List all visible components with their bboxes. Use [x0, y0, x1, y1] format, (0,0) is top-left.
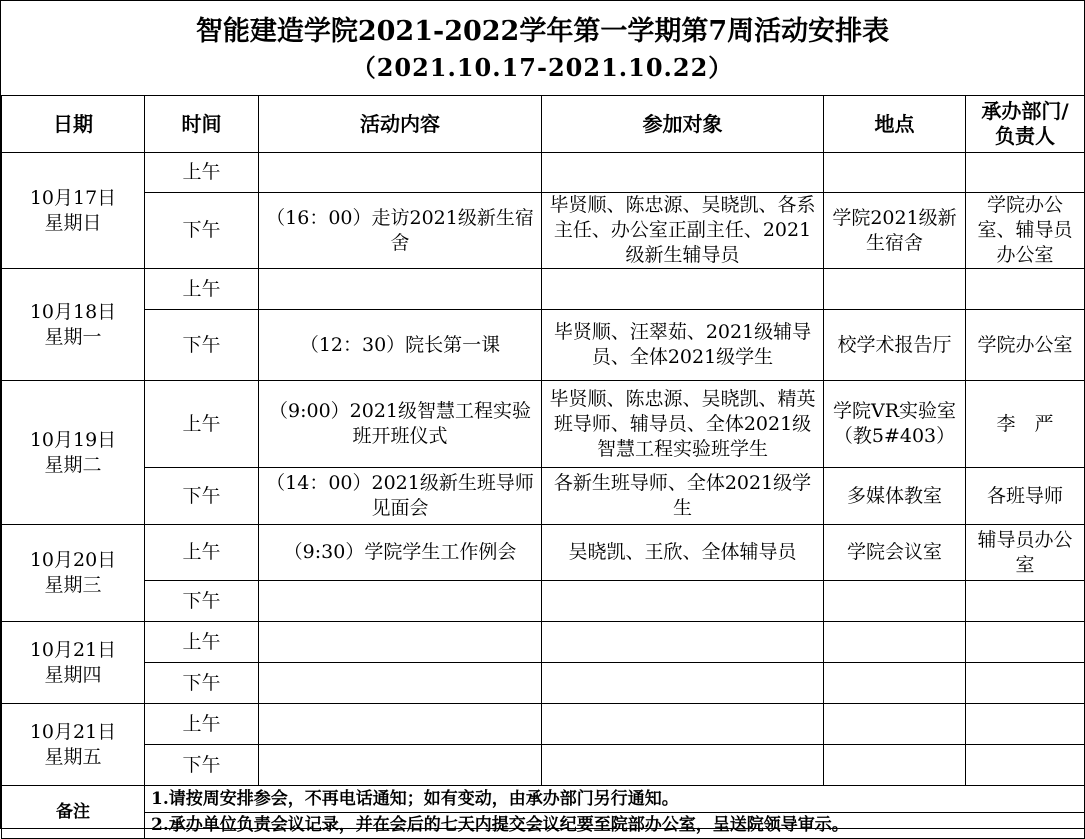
time-cell: 下午	[145, 310, 259, 381]
header-row	[2, 96, 1085, 153]
header-dept-line2: 负责人	[995, 124, 1055, 148]
participants-cell	[542, 622, 824, 663]
date-cell	[2, 269, 145, 381]
table-row	[2, 310, 1085, 381]
dept-cell: 辅导员办公室	[966, 525, 1085, 581]
location-cell	[824, 269, 966, 310]
table-row	[2, 622, 1085, 663]
title-main: 智能建造学院2021-2022学年第一学期第7周活动安排表	[195, 16, 890, 47]
dept-cell	[966, 622, 1085, 663]
participants-cell: 毕贤顺、汪翠茹、2021级辅导员、全体2021级学生	[542, 310, 824, 381]
table-row	[2, 663, 1085, 704]
time-cell: 上午	[145, 269, 259, 310]
location-cell	[824, 581, 966, 622]
date-text: 10月21日	[29, 638, 117, 661]
header-time: 时间	[145, 96, 259, 153]
content-cell	[259, 581, 542, 622]
dept-cell: 学院办公室	[966, 310, 1085, 381]
participants-cell	[542, 745, 824, 786]
notes-row	[2, 813, 1085, 839]
participants-cell	[542, 153, 824, 193]
notes-label: 备注	[2, 786, 145, 839]
participants-cell	[542, 581, 824, 622]
location-cell: 校学术报告厅	[824, 310, 966, 381]
table-row	[2, 745, 1085, 786]
location-cell	[824, 663, 966, 704]
dept-cell	[966, 269, 1085, 310]
participants-cell	[542, 663, 824, 704]
weekday-text: 星期一	[44, 325, 102, 348]
location-cell: 学院会议室	[824, 525, 966, 581]
header-dept-line1: 承办部门/	[981, 99, 1069, 123]
participants-cell: 各新生班导师、全体2021级学生	[542, 468, 824, 525]
weekday-text: 星期二	[44, 453, 102, 476]
table-row	[2, 704, 1085, 745]
date-cell	[2, 525, 145, 622]
dept-cell	[966, 704, 1085, 745]
dept-cell	[966, 153, 1085, 193]
content-cell: （14：00）2021级新生班导师见面会	[259, 468, 542, 525]
table-row	[2, 269, 1085, 310]
time-cell: 上午	[145, 622, 259, 663]
location-cell	[824, 745, 966, 786]
dept-cell: 学院办公室、辅导员办公室	[966, 193, 1085, 269]
date-text: 10月20日	[29, 549, 117, 571]
content-cell: （9:00）2021级智慧工程实验班开班仪式	[259, 381, 542, 468]
location-cell: 多媒体教室	[824, 468, 966, 525]
notes-row	[2, 786, 1085, 813]
time-cell: 下午	[145, 468, 259, 525]
dept-cell	[966, 581, 1085, 622]
weekday-text: 星期五	[44, 745, 102, 768]
location-cell	[824, 704, 966, 745]
weekday-text: 星期四	[44, 663, 102, 686]
date-text: 10月21日	[29, 720, 117, 743]
participants-cell: 毕贤顺、陈忠源、吴晓凯、精英班导师、辅导员、全体2021级智慧工程实验班学生	[542, 381, 824, 468]
time-cell: 上午	[145, 153, 259, 193]
header-location: 地点	[824, 96, 966, 153]
schedule-table	[1, 95, 1085, 839]
dept-cell: 各班导师	[966, 468, 1085, 525]
participants-cell	[542, 269, 824, 310]
content-cell: （9:30）学院学生工作例会	[259, 525, 542, 581]
date-cell	[2, 704, 145, 786]
header-date: 日期	[2, 96, 145, 153]
time-cell: 下午	[145, 745, 259, 786]
participants-cell: 毕贤顺、陈忠源、吴晓凯、各系主任、办公室正副主任、2021级新生辅导员	[542, 193, 824, 269]
location-cell	[824, 622, 966, 663]
dept-cell	[966, 745, 1085, 786]
participants-cell	[542, 704, 824, 745]
date-cell	[2, 381, 145, 525]
location-cell: 学院2021级新生宿舍	[824, 193, 966, 269]
table-row	[2, 193, 1085, 269]
note-item: 2.承办单位负责会议记录，并在会后的七天内提交会议纪要至院部办公室，呈送院领导审示。	[145, 813, 1085, 839]
time-cell: 上午	[145, 381, 259, 468]
location-cell	[824, 153, 966, 193]
dept-cell: 李 严	[966, 381, 1085, 468]
time-cell: 上午	[145, 704, 259, 745]
date-text: 10月19日	[29, 428, 117, 451]
title-date-range: （2021.10.17-2021.10.22）	[351, 53, 734, 82]
date-text: 10月18日	[29, 300, 117, 323]
note-item: 1.请按周安排参会，不再电话通知；如有变动，由承办部门另行通知。	[145, 786, 1085, 813]
table-row	[2, 381, 1085, 468]
title-block	[0, 0, 1085, 96]
date-cell	[2, 153, 145, 269]
date-cell	[2, 622, 145, 704]
header-participants: 参加对象	[542, 96, 824, 153]
content-cell	[259, 704, 542, 745]
table-row	[2, 581, 1085, 622]
time-cell: 下午	[145, 193, 259, 269]
content-cell	[259, 745, 542, 786]
weekday-text: 星期三	[44, 574, 102, 596]
date-text: 10月17日	[29, 186, 117, 209]
content-cell: （16：00）走访2021级新生宿舍	[259, 193, 542, 269]
table-row	[2, 153, 1085, 193]
time-cell: 下午	[145, 581, 259, 622]
time-cell: 上午	[145, 525, 259, 581]
table-row	[2, 525, 1085, 581]
content-cell	[259, 153, 542, 193]
header-content: 活动内容	[259, 96, 542, 153]
location-cell: 学院VR实验室（教5#403）	[824, 381, 966, 468]
participants-cell: 吴晓凯、王欣、全体辅导员	[542, 525, 824, 581]
weekday-text: 星期日	[44, 211, 102, 234]
content-cell	[259, 663, 542, 704]
content-cell	[259, 622, 542, 663]
dept-cell	[966, 663, 1085, 704]
time-cell: 下午	[145, 663, 259, 704]
content-cell	[259, 269, 542, 310]
header-dept	[966, 96, 1085, 153]
content-cell: （12：30）院长第一课	[259, 310, 542, 381]
table-row	[2, 468, 1085, 525]
